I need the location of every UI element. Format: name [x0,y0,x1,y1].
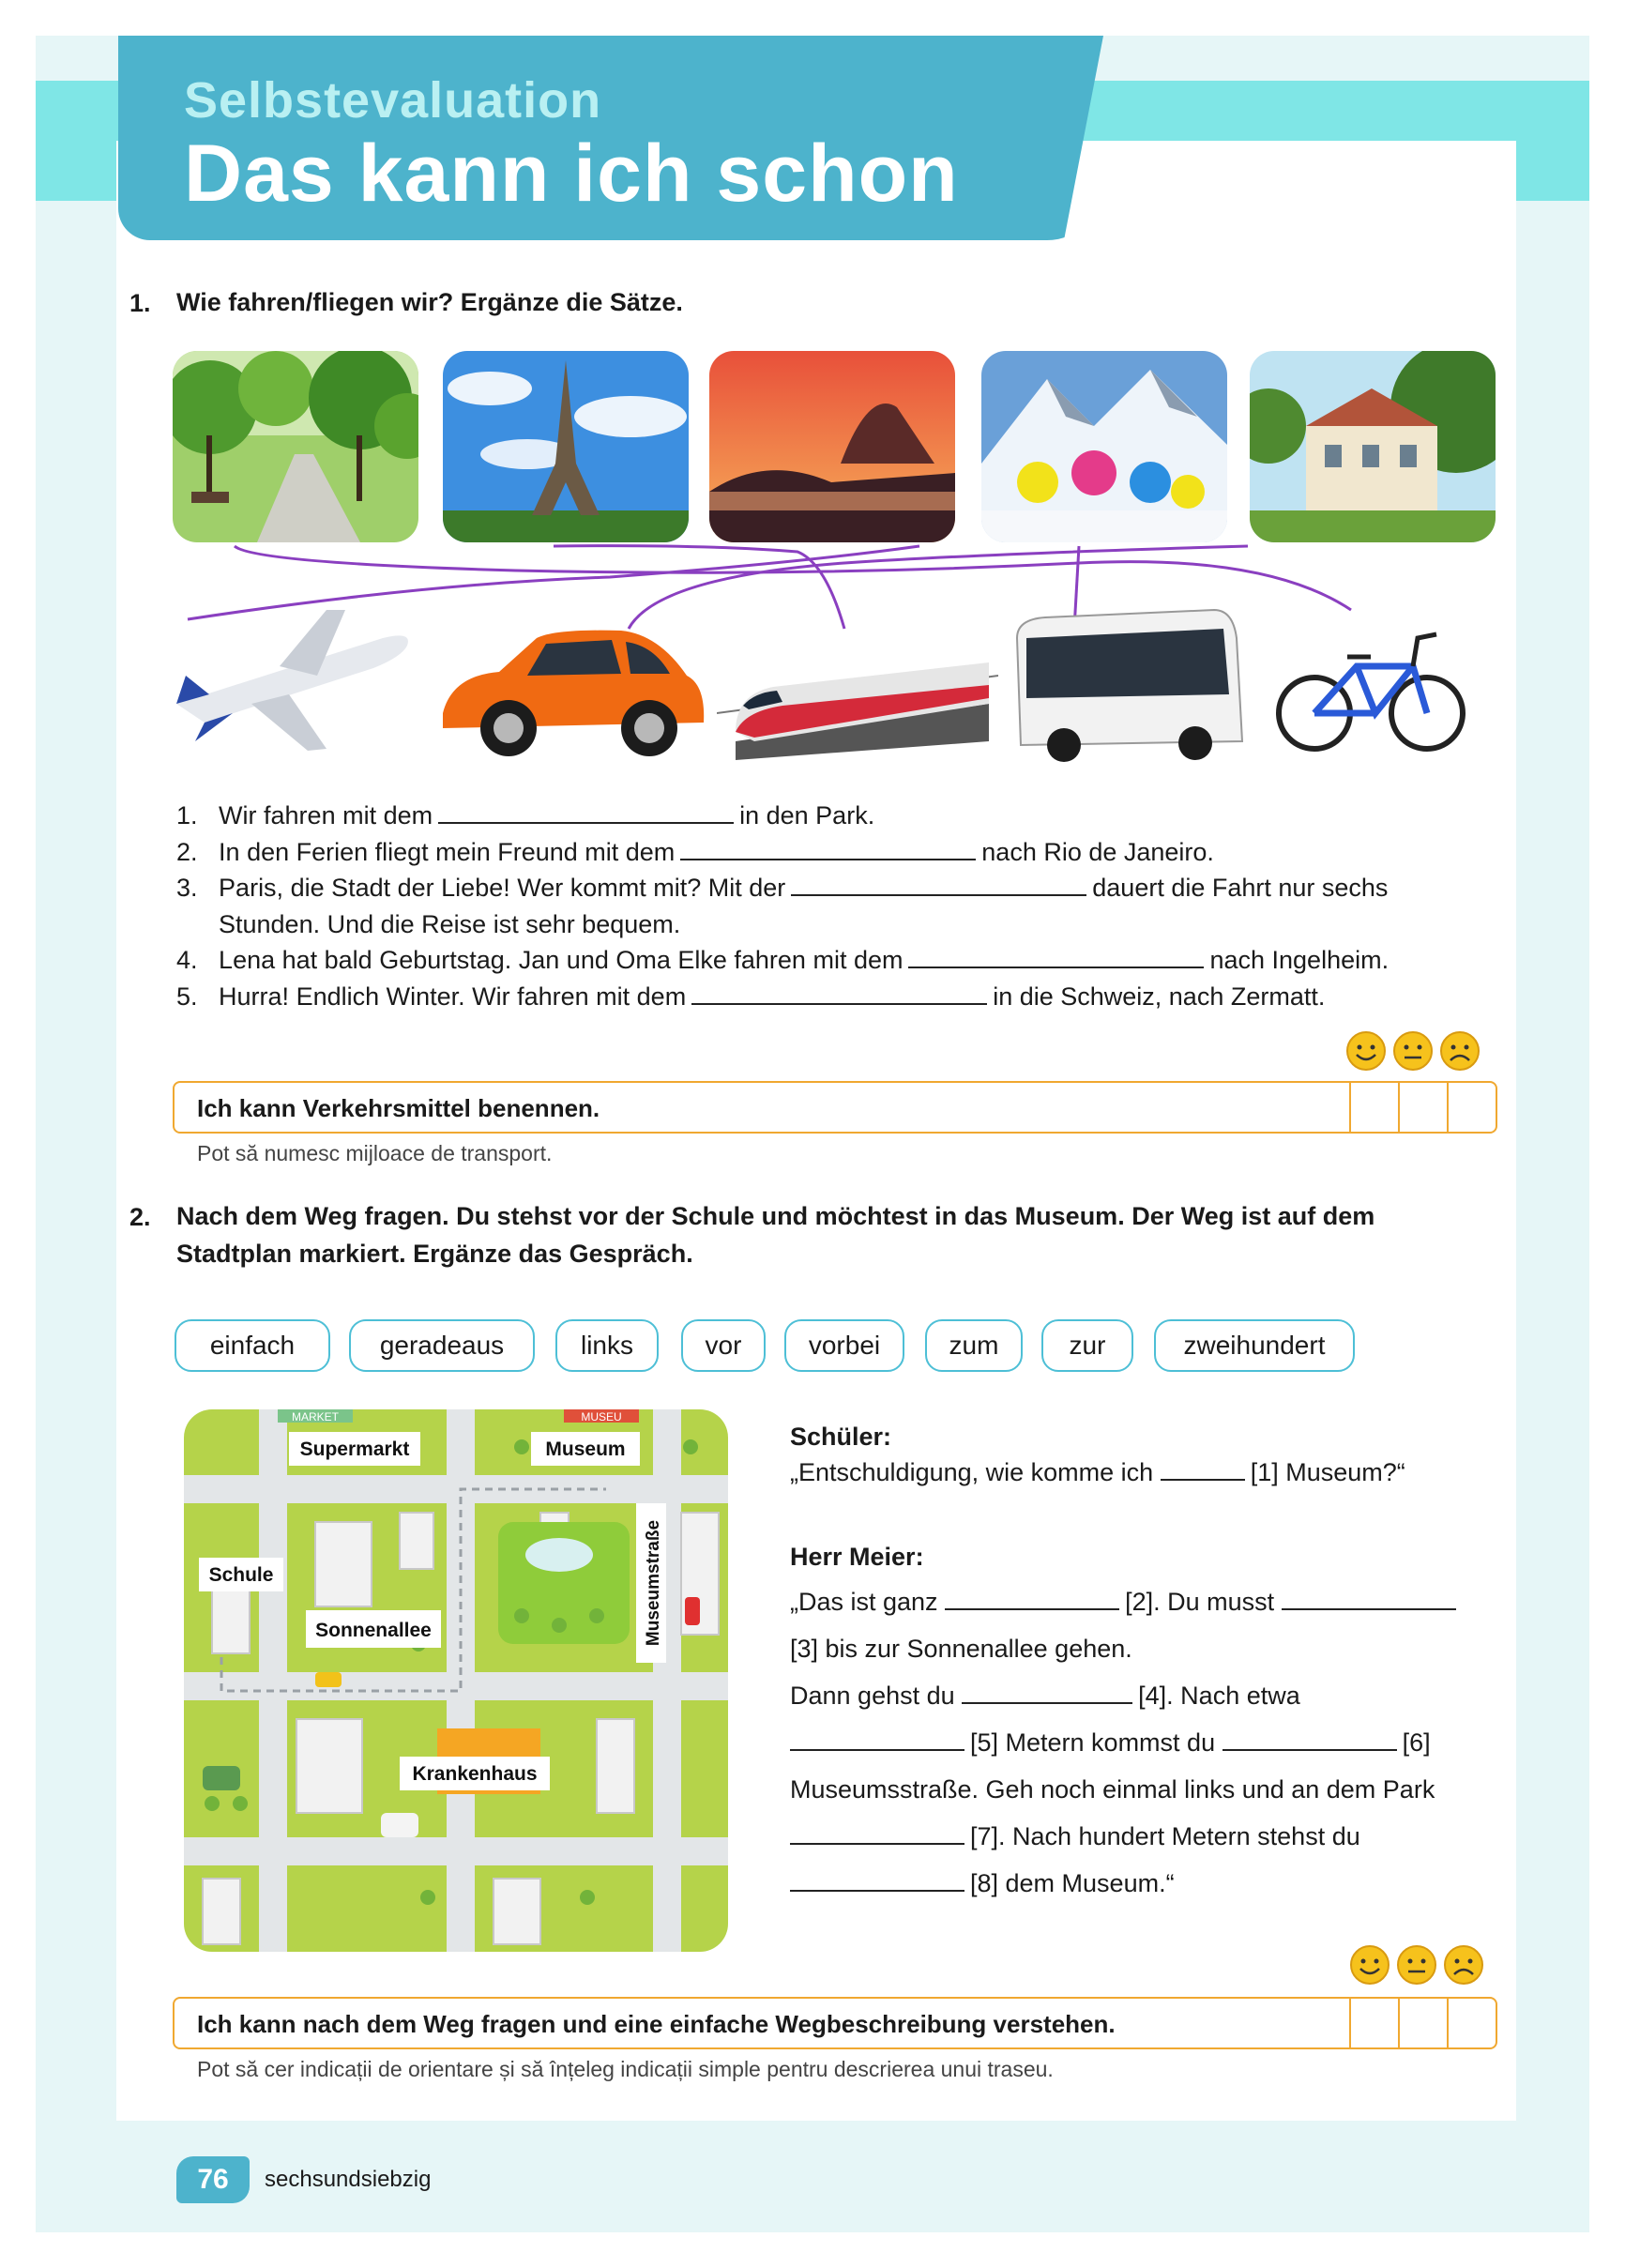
answer-blank-3[interactable] [791,872,1086,896]
car-image [433,601,711,769]
sad-face-icon [1439,1030,1481,1072]
page-title: Das kann ich schon [184,129,959,219]
self-evaluation-statement-2: Ich kann nach dem Weg fragen und eine einfache Wegbeschreibung verstehen. [197,2010,1116,2038]
answer-blank-1[interactable] [438,799,734,824]
exercise-1-sentences [176,798,1389,1014]
word-chip-vorbei[interactable]: vorbei [784,1319,904,1372]
self-rating-faces-1 [1345,1030,1481,1072]
dialog-line-8: [8] dem Museum.“ [790,1869,1175,1898]
dialog-line-6: Museumsstraße. Geh noch einmal links und an dem Park [790,1775,1435,1804]
sentence-1: 1. Wir fahren mit dem in den Park. [176,801,875,830]
park-photo [173,351,418,542]
rating-cell-neutral-1[interactable] [1398,1083,1447,1132]
sentence-2: 2. In den Ferien fliegt mein Freund mit dem nach Rio de Janeiro. [176,837,1214,866]
gap-5[interactable] [790,1728,964,1751]
exercise-2-number: 2. [129,1203,151,1231]
self-evaluation-translation-1: Pot să numesc mijloace de transport. [197,1141,553,1165]
word-chip-geradeaus[interactable]: geradeaus [349,1319,535,1372]
sad-face-icon [1443,1944,1484,1986]
exercise-1-question: Wie fahren/fliegen wir? Ergänze die Sätze. [176,288,683,316]
neutral-face-icon [1396,1944,1437,1986]
bicycle-image [1272,601,1469,769]
rating-cell-happy-1[interactable] [1349,1083,1398,1132]
exercise-2-question-line-1: Nach dem Weg fragen. Du stehst vor der Schule und möchtest in das Museum. Der Weg ist auf dem [176,1202,1375,1230]
dialog-speaker-student: Schüler: [790,1423,892,1451]
bus-image [1008,601,1246,769]
word-chip-zur[interactable]: zur [1041,1319,1133,1372]
dialog-line-7: [7]. Nach hundert Metern stehst du [790,1822,1360,1851]
map-label-schule: Schule [208,1564,274,1586]
word-chip-links[interactable]: links [555,1319,659,1372]
map-label-sonnenallee: Sonnenallee [315,1620,432,1641]
gap-7[interactable] [790,1822,964,1845]
rating-cell-neutral-2[interactable] [1398,1999,1447,2047]
self-rating-faces-2 [1349,1944,1484,1986]
word-chip-zweihundert[interactable]: zweihundert [1154,1319,1355,1372]
rating-cell-sad-1[interactable] [1447,1083,1496,1132]
dialog-line-1: „Entschuldigung, wie komme ich [1] Museum?“ [790,1458,1405,1486]
airplane-image [167,601,422,769]
gap-3[interactable] [1282,1588,1456,1610]
gap-4[interactable] [962,1682,1132,1704]
sentence-4: 4. Lena hat bald Geburtstag. Jan und Oma Elke fahren mit dem nach Ingelheim. [176,946,1390,974]
page-number-badge: 76 [176,2156,250,2203]
answer-blank-5[interactable] [691,981,987,1005]
word-chip-einfach[interactable]: einfach [175,1319,330,1372]
sentence-3: 3. Paris, die Stadt der Liebe! Wer kommt mit? Mit der dauert die Fahrt nur sechs Stunden. Und die Reise ist sehr bequem. [176,874,1389,938]
map-label-museumstrasse: Museumstraße [644,1519,663,1647]
eiffel-tower-photo [443,351,689,542]
page-number-word: sechsundsiebzig [265,2167,432,2192]
exercise-2-question-line-2: Stadtplan markiert. Ergänze das Gespräch. [176,1240,693,1268]
self-evaluation-box-1 [173,1081,1497,1134]
word-chip-zum[interactable]: zum [925,1319,1023,1372]
rating-cell-sad-2[interactable] [1447,1999,1496,2047]
rio-photo [709,351,955,542]
answer-blank-2[interactable] [680,836,976,860]
self-evaluation-translation-2: Pot să cer indicații de orientare și să înțeleg indicații simple pentru descrierea unui traseu. [197,2057,1054,2081]
map-label-supermarkt: Supermarkt [299,1438,410,1460]
dialog-speaker-herr-meier: Herr Meier: [790,1543,924,1571]
self-evaluation-statement-1: Ich kann Verkehrsmittel benennen. [197,1094,600,1122]
sentence-5: 5. Hurra! Endlich Winter. Wir fahren mit dem in die Schweiz, nach Zermatt. [176,982,1326,1011]
dialog-line-5: [5] Metern kommst du [6] [790,1728,1431,1758]
map-label-museum: Museum [545,1438,626,1460]
gap-8[interactable] [790,1869,964,1892]
dialog-line-4: Dann gehst du [4]. Nach etwa [790,1682,1300,1710]
house-photo [1250,351,1496,542]
exercise-1-number: 1. [129,289,151,317]
neutral-face-icon [1392,1030,1434,1072]
happy-face-icon [1345,1030,1387,1072]
map-sign-market: MARKET [291,1410,340,1423]
page-subtitle: Selbstevaluation [184,72,602,129]
self-evaluation-box-2 [173,1997,1497,2049]
skiers-photo [981,351,1227,542]
answer-blank-4[interactable] [908,944,1204,968]
gap-2[interactable] [945,1588,1119,1610]
word-chip-vor[interactable]: vor [681,1319,766,1372]
map-label-krankenhaus: Krankenhaus [412,1763,538,1785]
rating-cell-happy-2[interactable] [1349,1999,1398,2047]
gap-6[interactable] [1223,1728,1397,1751]
dialog-line-2: „Das ist ganz [2]. Du musst [790,1588,1462,1617]
gap-1[interactable] [1161,1458,1245,1481]
map-sign-museum: MUSEU [581,1410,622,1423]
dialog-line-3: [3] bis zur Sonnenallee gehen. [790,1635,1132,1663]
happy-face-icon [1349,1944,1390,1986]
city-map [184,1409,728,1952]
train-image [717,601,998,769]
